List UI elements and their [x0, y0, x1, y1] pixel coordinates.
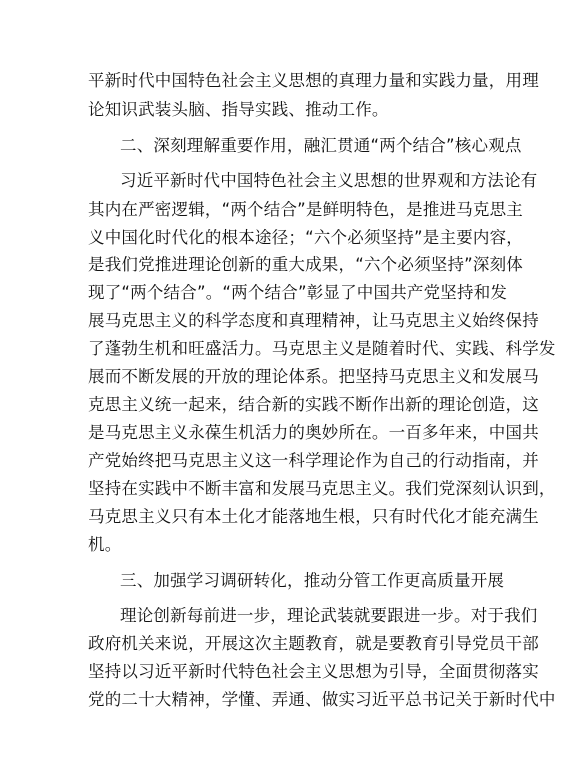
paragraph-line: 平新时代中国特色社会主义思想的真理力量和实践力量，用理	[88, 71, 539, 90]
paragraph-line: 是我们党推进理论创新的重大成果，“六个必须坚持”深刻体	[88, 255, 523, 274]
paragraph-line: 政府机关来说，开展这次主题教育，就是要教育引导党员干部	[88, 634, 539, 653]
paragraph-line: 产党始终把马克思主义这一科学理论作为自己的行动指南，并	[88, 451, 539, 470]
paragraph-line: 论知识武装头脑、指导实践、推动工作。	[88, 100, 389, 119]
paragraph-line: 马克思主义只有本土化才能落地生根，只有时代化才能充满生	[88, 507, 539, 526]
paragraph-line: 党的二十大精神，学懂、弄通、做实习近平总书记关于新时代中	[88, 690, 556, 709]
paragraph-line: 坚持以习近平新时代特色社会主义思想为引导，全面贯彻落实	[88, 662, 539, 681]
paragraph-line: 现了“两个结合”。“两个结合”彰显了中国共产党坚持和发	[88, 283, 508, 302]
paragraph-line: 坚持在实践中不断丰富和发展马克思主义。我们党深刻认识到，	[88, 479, 556, 498]
paragraph-line: 展而不断发展的开放的理论体系。把坚持马克思主义和发展马	[88, 367, 539, 386]
section-heading: 二、深刻理解重要作用，融汇贯通“两个结合”核心观点	[120, 136, 522, 155]
paragraph-line: 克思主义统一起来，结合新的实践不断作出新的理论创造，这	[88, 395, 539, 414]
paragraph-line: 义中国化时代化的根本途径；“六个必须坚持”是主要内容，	[88, 228, 523, 247]
paragraph-line: 了蓬勃生机和旺盛活力。马克思主义是随着时代、实践、科学发	[88, 339, 556, 358]
paragraph-line: 是马克思主义永葆生机活力的奥妙所在。一百多年来，中国共	[88, 423, 539, 442]
paragraph-line: 展马克思主义的科学态度和真理精神，让马克思主义始终保持	[88, 311, 539, 330]
paragraph-line: 其内在严密逻辑，“两个结合”是鲜明特色，是推进马克思主	[88, 200, 523, 219]
paragraph-line: 机。	[88, 535, 122, 554]
paragraph-line: 理论创新每前进一步，理论武装就要跟进一步。对于我们	[120, 606, 538, 625]
section-heading: 三、加强学习调研转化，推动分管工作更高质量开展	[120, 571, 505, 590]
paragraph-line: 习近平新时代中国特色社会主义思想的世界观和方法论有	[120, 171, 538, 190]
